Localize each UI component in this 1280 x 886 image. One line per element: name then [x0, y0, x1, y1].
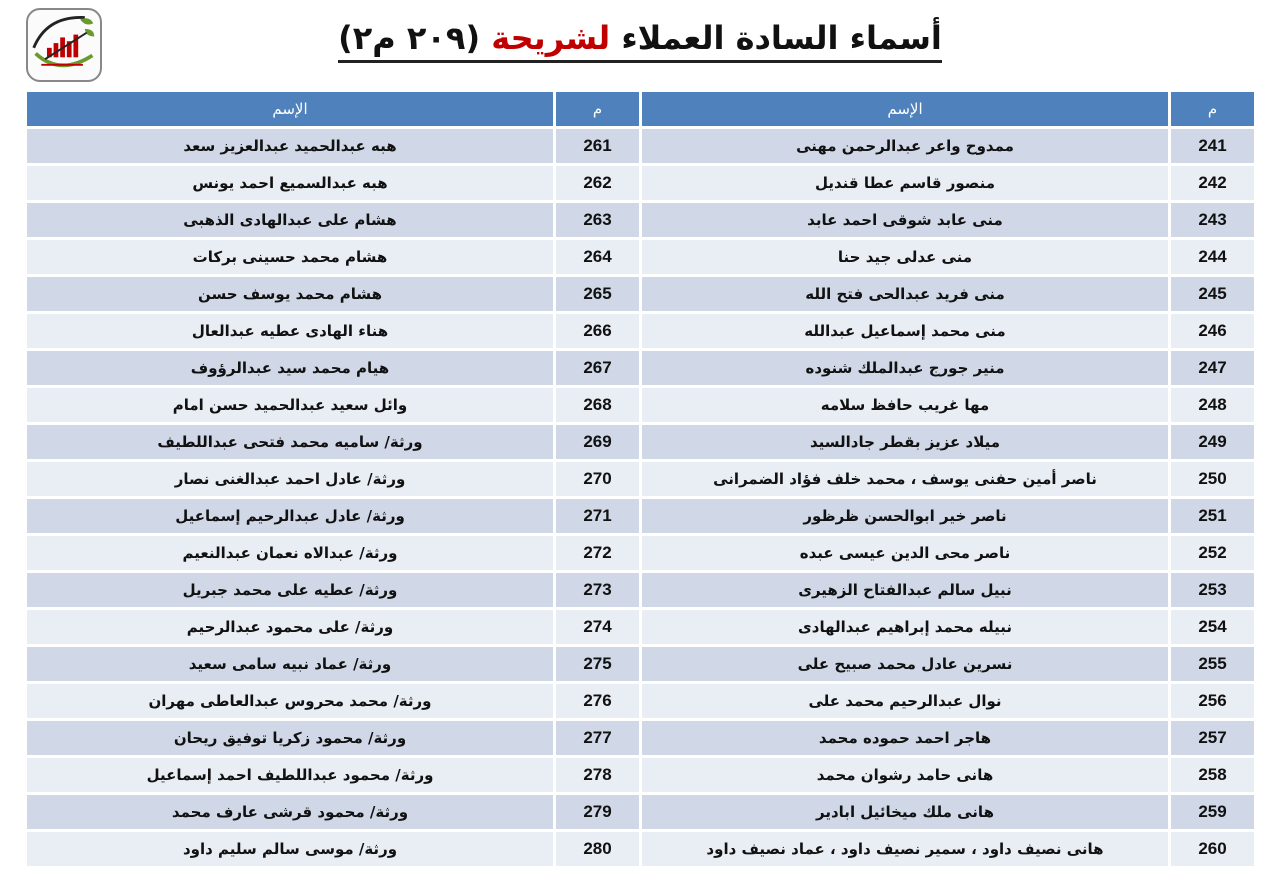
header-name: الإسم	[642, 92, 1168, 126]
row-number: 264	[553, 240, 639, 274]
table-row	[27, 721, 639, 755]
customer-name: منى فريد عبدالحى فتح الله	[642, 277, 1168, 311]
customer-name: ممدوح واعر عبدالرحمن مهنى	[642, 129, 1168, 163]
customer-name: ورثة/ ساميه محمد فتحى عبداللطيف	[27, 425, 553, 459]
customer-name: نسرين عادل محمد صبيح على	[642, 647, 1168, 681]
customer-name: ورثة/ محمد محروس عبدالعاطى مهران	[27, 684, 553, 718]
customer-name: منى عابد شوقى احمد عابد	[642, 203, 1168, 237]
table-row	[642, 536, 1254, 570]
table-row	[27, 425, 639, 459]
row-number: 261	[553, 129, 639, 163]
table-row	[642, 277, 1254, 311]
row-number: 263	[553, 203, 639, 237]
table-row	[27, 240, 639, 274]
customer-name: نبيله محمد إبراهيم عبدالهادى	[642, 610, 1168, 644]
table-row	[642, 425, 1254, 459]
customer-name: ورثة/ محمود زكريا توفيق ريحان	[27, 721, 553, 755]
row-number: 271	[553, 499, 639, 533]
row-number: 246	[1168, 314, 1254, 348]
table-row	[642, 351, 1254, 385]
row-number: 242	[1168, 166, 1254, 200]
header-name: الإسم	[27, 92, 553, 126]
customer-name: هانى نصيف داود ، سمير نصيف داود ، عماد نصيف داود	[642, 832, 1168, 866]
row-number: 268	[553, 388, 639, 422]
table-row	[27, 203, 639, 237]
customer-name: ورثة/ محمود قرشى عارف محمد	[27, 795, 553, 829]
customer-name: هاجر احمد حموده محمد	[642, 721, 1168, 755]
customer-name: منى عدلى جيد حنا	[642, 240, 1168, 274]
customers-tables	[26, 89, 1254, 869]
row-number: 252	[1168, 536, 1254, 570]
row-number: 248	[1168, 388, 1254, 422]
customer-name: هبه عبدالحميد عبدالعزيز سعد	[27, 129, 553, 163]
table-row	[642, 647, 1254, 681]
table-row	[642, 314, 1254, 348]
header-num: م	[1168, 92, 1254, 126]
customer-name: ناصر أمين حفنى يوسف ، محمد خلف فؤاد الضمرانى	[642, 462, 1168, 496]
row-number: 257	[1168, 721, 1254, 755]
row-number: 275	[553, 647, 639, 681]
customer-name: ورثة/ عطيه على محمد جبريل	[27, 573, 553, 607]
row-number: 265	[553, 277, 639, 311]
row-number: 270	[553, 462, 639, 496]
table-row	[27, 536, 639, 570]
association-logo-icon	[28, 10, 100, 80]
customer-name: ميلاد عزيز بقطر جادالسيد	[642, 425, 1168, 459]
row-number: 250	[1168, 462, 1254, 496]
table-row	[27, 388, 639, 422]
table-row	[27, 795, 639, 829]
row-number: 262	[553, 166, 639, 200]
customer-name: منصور قاسم عطا قنديل	[642, 166, 1168, 200]
row-number: 253	[1168, 573, 1254, 607]
customer-name: نبيل سالم عبدالفتاح الزهيرى	[642, 573, 1168, 607]
row-number: 276	[553, 684, 639, 718]
table-row	[642, 129, 1254, 163]
table-row	[642, 240, 1254, 274]
table-row	[27, 573, 639, 607]
row-number: 267	[553, 351, 639, 385]
customer-name: ناصر محى الدين عيسى عبده	[642, 536, 1168, 570]
row-number: 273	[553, 573, 639, 607]
customer-name: مها غريب حافظ سلامه	[642, 388, 1168, 422]
table-row	[642, 573, 1254, 607]
row-number: 269	[553, 425, 639, 459]
logo	[26, 8, 102, 82]
table-row	[642, 758, 1254, 792]
row-number: 251	[1168, 499, 1254, 533]
customer-name: نوال عبدالرحيم محمد على	[642, 684, 1168, 718]
table-row	[642, 166, 1254, 200]
row-number: 247	[1168, 351, 1254, 385]
customer-name: ورثة/ عادل احمد عبدالغنى نصار	[27, 462, 553, 496]
customer-name: هناء الهادى عطيه عبدالعال	[27, 314, 553, 348]
row-number: 256	[1168, 684, 1254, 718]
row-number: 280	[553, 832, 639, 866]
row-number: 241	[1168, 129, 1254, 163]
customer-name: ورثة/ على محمود عبدالرحيم	[27, 610, 553, 644]
row-number: 244	[1168, 240, 1254, 274]
table-row	[642, 388, 1254, 422]
customer-name: ورثة/ موسى سالم سليم داود	[27, 832, 553, 866]
customer-name: هانى ملك ميخائيل ابادير	[642, 795, 1168, 829]
table-row	[642, 462, 1254, 496]
row-number: 258	[1168, 758, 1254, 792]
row-number: 266	[553, 314, 639, 348]
table-row	[27, 277, 639, 311]
row-number: 272	[553, 536, 639, 570]
table-row	[27, 166, 639, 200]
table-row	[642, 795, 1254, 829]
table-row	[27, 610, 639, 644]
table-row	[27, 684, 639, 718]
table-row	[27, 758, 639, 792]
customer-name: هشام محمد يوسف حسن	[27, 277, 553, 311]
row-number: 243	[1168, 203, 1254, 237]
customer-name: منى محمد إسماعيل عبدالله	[642, 314, 1168, 348]
page-title	[300, 18, 980, 68]
customer-name: منير جورج عبدالملك شنوده	[642, 351, 1168, 385]
row-number: 254	[1168, 610, 1254, 644]
customer-name: ورثة/ محمود عبداللطيف احمد إسماعيل	[27, 758, 553, 792]
table-row	[27, 129, 639, 163]
customer-name: ورثة/ عبدالاه نعمان عبدالنعيم	[27, 536, 553, 570]
customer-name: هشام محمد حسينى بركات	[27, 240, 553, 274]
table-row	[642, 832, 1254, 866]
row-number: 249	[1168, 425, 1254, 459]
table-body-left	[27, 129, 639, 866]
customer-name: هبه عبدالسميع احمد يونس	[27, 166, 553, 200]
table-row	[642, 203, 1254, 237]
row-number: 274	[553, 610, 639, 644]
row-number: 260	[1168, 832, 1254, 866]
table-row	[642, 684, 1254, 718]
row-number: 255	[1168, 647, 1254, 681]
table-header-row	[27, 92, 639, 126]
row-number: 245	[1168, 277, 1254, 311]
table-row	[27, 499, 639, 533]
customer-name: ورثة/ عماد نبيه سامى سعيد	[27, 647, 553, 681]
table-header-row	[642, 92, 1254, 126]
table-row	[642, 499, 1254, 533]
title-red: لشريحة	[491, 19, 611, 57]
customers-table-left	[27, 89, 639, 869]
table-row	[642, 721, 1254, 755]
table-row	[27, 647, 639, 681]
row-number: 277	[553, 721, 639, 755]
customer-name: ورثة/ عادل عبدالرحيم إسماعيل	[27, 499, 553, 533]
customer-name: هشام على عبدالهادى الذهبى	[27, 203, 553, 237]
table-row	[27, 832, 639, 866]
row-number: 279	[553, 795, 639, 829]
customer-name: هانى حامد رشوان محمد	[642, 758, 1168, 792]
title-main: أسماء السادة العملاء	[621, 19, 942, 57]
row-number: 259	[1168, 795, 1254, 829]
row-number: 278	[553, 758, 639, 792]
customers-table-right	[642, 89, 1254, 869]
table-row	[27, 462, 639, 496]
table-row	[27, 314, 639, 348]
table-row	[642, 610, 1254, 644]
title-paren: (٢٠٩ م٢)	[338, 19, 481, 57]
table-row	[27, 351, 639, 385]
customer-name: وائل سعيد عبدالحميد حسن امام	[27, 388, 553, 422]
customer-name: هيام محمد سيد عبدالرؤوف	[27, 351, 553, 385]
table-body-right	[642, 129, 1254, 866]
customer-name: ناصر خير ابوالحسن ظرظور	[642, 499, 1168, 533]
header-num: م	[553, 92, 639, 126]
